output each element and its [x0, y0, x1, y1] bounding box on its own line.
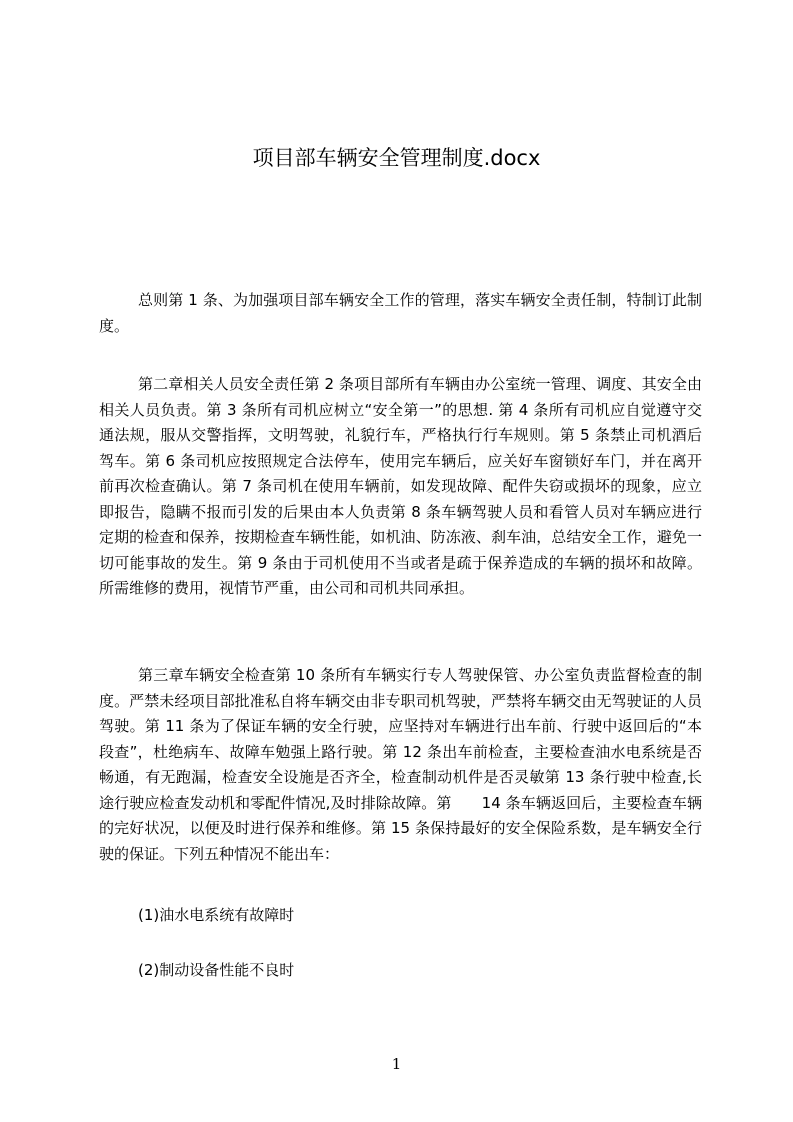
document-title: 项目部车辆安全管理制度.docx	[252, 146, 541, 170]
paragraph-general-provisions: 总则第 1 条、为加强项目部车辆安全工作的管理，落实车辆安全责任制，特制订此制度。	[99, 291, 702, 335]
list-item-condition-2: (2)制动设备性能不良时	[138, 961, 295, 979]
paragraph-chapter-2-responsibilities: 第二章相关人员安全责任第 2 条项目部所有车辆由办公室统一管理、调度、其安全由相关人员负责。第 3 条所有司机应树立“安全第一”的思想. 第 4 条所有司机应自觉遵守交通法规，服从交警指挥，文明驾驶，礼貌行车，严格执行行车规则。第 5 条禁止司机酒后驾车。第 6 条司机应按照规定合法停车，使用完车辆后，应关好车窗锁好车门，并在离开前再次检查确认。第 7 条司机在使用车辆前，如发现故障、配件失窃或损坏的现象，应立即报告，隐瞒不报而引发的后果由本人负责第 8 条车辆驾驶人员和看管人员对车辆应进行定期的检查和保养，按期检查车辆性能，如机油、防冻液、刹车油，总结安全工作，避免一切可能事故的发生。第 9 条由于司机使用不当或者是疏于保养造成的车辆的损坏和故障。所需维修的费用，视情节严重，由公司和司机共同承担。	[99, 375, 702, 597]
paragraph-chapter-3-inspection: 第三章车辆安全检查第 10 条所有车辆实行专人驾驶保管、办公室负责监督检查的制度。严禁未经项目部批准私自将车辆交由非专职司机驾驶，严禁将车辆交由无驾驶证的人员驾驶。第 11 条为了保证车辆的安全行驶，应坚持对车辆进行出车前、行驶中返回后的“本段查”，杜绝病车、故障车勉强上路行驶。第 12 条出车前检查，主要检查油水电系统是否畅通，有无跑漏，检查安全设施是否齐全，检查制动机件是否灵敏第 13 条行驶中检查,长途行驶应检查发动机和零配件情况,及时排除故障。第 14 条车辆返回后，主要检查车辆的完好状况，以便及时进行保养和维修。第 15 条保持最好的安全保险系数，是车辆安全行驶的保证。下列五种情况不能出车：	[99, 666, 702, 863]
page-number: 1	[391, 1055, 402, 1073]
list-item-condition-1: (1)油水电系统有故障时	[138, 906, 295, 924]
